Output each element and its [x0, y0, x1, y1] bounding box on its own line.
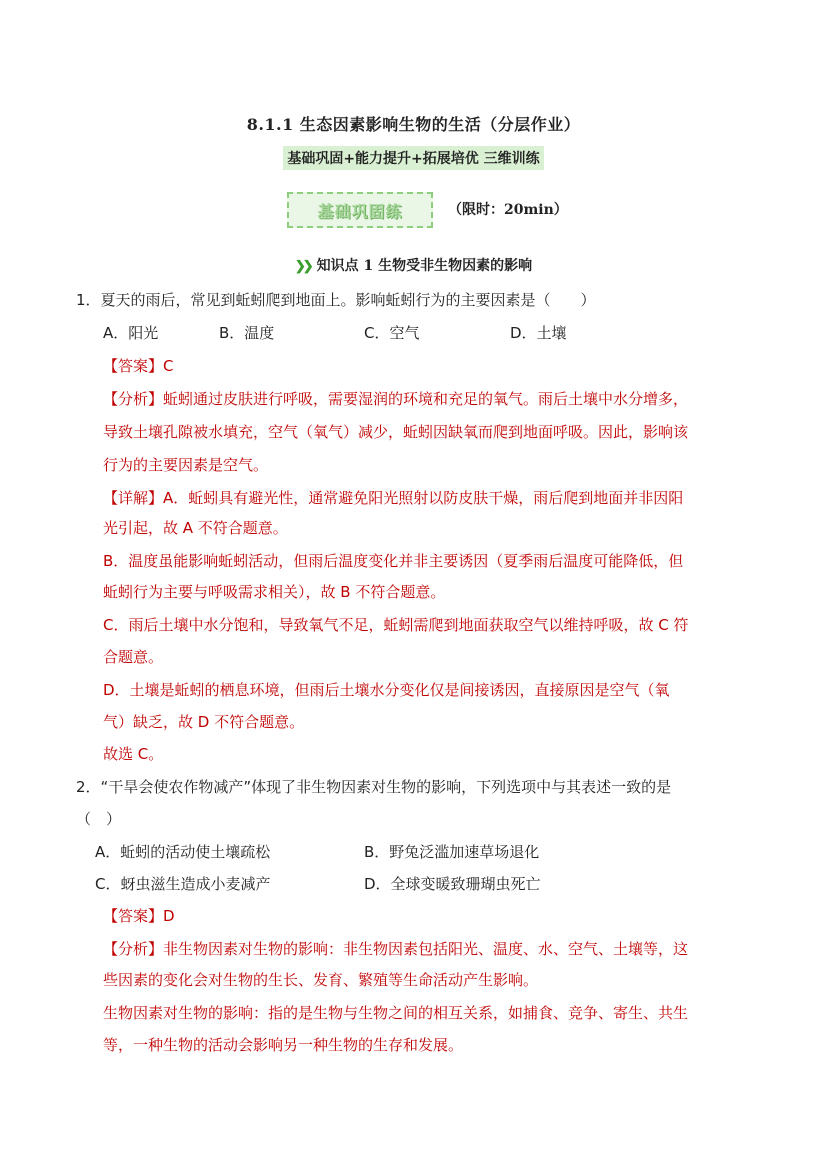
q2-answer: 【答案】D — [103, 907, 175, 925]
q1-option-a: A．阳光 — [103, 324, 159, 342]
knowledge-point-label: 知识点 1 生物受非生物因素的影响 — [316, 258, 533, 274]
q1-detail-line: 蚯蚓行为主要与呼吸需求相关），故 B 不符合题意。 — [103, 583, 446, 601]
q1-detail-line: 故选 C。 — [103, 745, 164, 763]
knowledge-point-heading — [0, 255, 827, 275]
q2-stem-continuation: （ ） — [76, 810, 122, 828]
q1-detail-line: 合题意。 — [103, 648, 164, 666]
q2-option-a: A．蚯蚓的活动使土壤疏松 — [95, 843, 271, 861]
q1-option-b: B．温度 — [219, 324, 275, 342]
section-badge-label: 基础巩固练 — [317, 201, 403, 221]
q2-analysis-line: 等，一种生物的活动会影响另一种生物的生存和发展。 — [103, 1036, 464, 1054]
q1-analysis-line: 行为的主要因素是空气。 — [103, 456, 269, 474]
q1-detail-line: 光引起，故 A 不符合题意。 — [103, 519, 288, 537]
time-limit: （限时：20min） — [448, 202, 568, 218]
q1-option-d: D．土壤 — [510, 324, 567, 342]
q1-detail-line: C．雨后土壤中水分饱和，导致氧气不足，蚯蚓需爬到地面获取空气以维持呼吸，故 C 符 — [103, 616, 689, 634]
subtitle-wrapper — [0, 146, 827, 170]
q1-analysis-line: 【分析】蚯蚓通过皮肤进行呼吸，需要湿润的环境和充足的氧气。雨后土壤中水分增多， — [103, 390, 689, 408]
q2-option-d: D．全球变暖致珊瑚虫死亡 — [364, 875, 541, 893]
q2-stem: 2．“干旱会使农作物减产”体现了非生物因素对生物的影响，下列选项中与其表述一致的是 — [76, 778, 672, 796]
document-title: 8.1.1 生态因素影响生物的生活（分层作业） — [246, 115, 581, 134]
subtitle: 基础巩固+能力提升+拓展培优 三维训练 — [283, 146, 543, 170]
q1-analysis-line: 导致土壤孔隙被水填充，空气（氧气）减少，蚯蚓因缺氧而爬到地面呼吸。因此，影响该 — [103, 423, 689, 441]
q1-detail-line: D．土壤是蚯蚓的栖息环境，但雨后土壤水分变化仅是间接诱因，直接原因是空气（氧 — [103, 681, 670, 699]
q1-detail-line: 气）缺乏，故 D 不符合题意。 — [103, 713, 305, 731]
double-chevron-icon: ❯❯ — [294, 259, 311, 274]
q1-detail-line: B．温度虽能影响蚯蚓活动，但雨后温度变化并非主要诱因（夏季雨后温度可能降低，但 — [103, 552, 684, 570]
q1-detail-line: 【详解】A．蚯蚓具有避光性，通常避免阳光照射以防皮肤干燥，雨后爬到地面并非因阳 — [103, 489, 684, 507]
q2-option-c: C．蚜虫滋生造成小麦减产 — [95, 875, 271, 893]
q1-stem: 1．夏天的雨后，常见到蚯蚓爬到地面上。影响蚯蚓行为的主要因素是（ ） — [76, 291, 596, 309]
q2-analysis-line: 些因素的变化会对生物的生长、发育、繁殖等生命活动产生影响。 — [103, 971, 539, 989]
section-badge — [287, 192, 433, 228]
q1-option-c: C．空气 — [364, 324, 420, 342]
q2-analysis-line: 生物因素对生物的影响：指的是生物与生物之间的相互关系，如捕食、竞争、寄生、共生 — [103, 1004, 689, 1022]
q2-analysis-line: 【分析】非生物因素对生物的影响：非生物因素包括阳光、温度、水、空气、土壤等，这 — [103, 940, 689, 958]
q2-option-b: B．野兔泛滥加速草场退化 — [364, 843, 540, 861]
q1-answer: 【答案】C — [103, 357, 174, 375]
